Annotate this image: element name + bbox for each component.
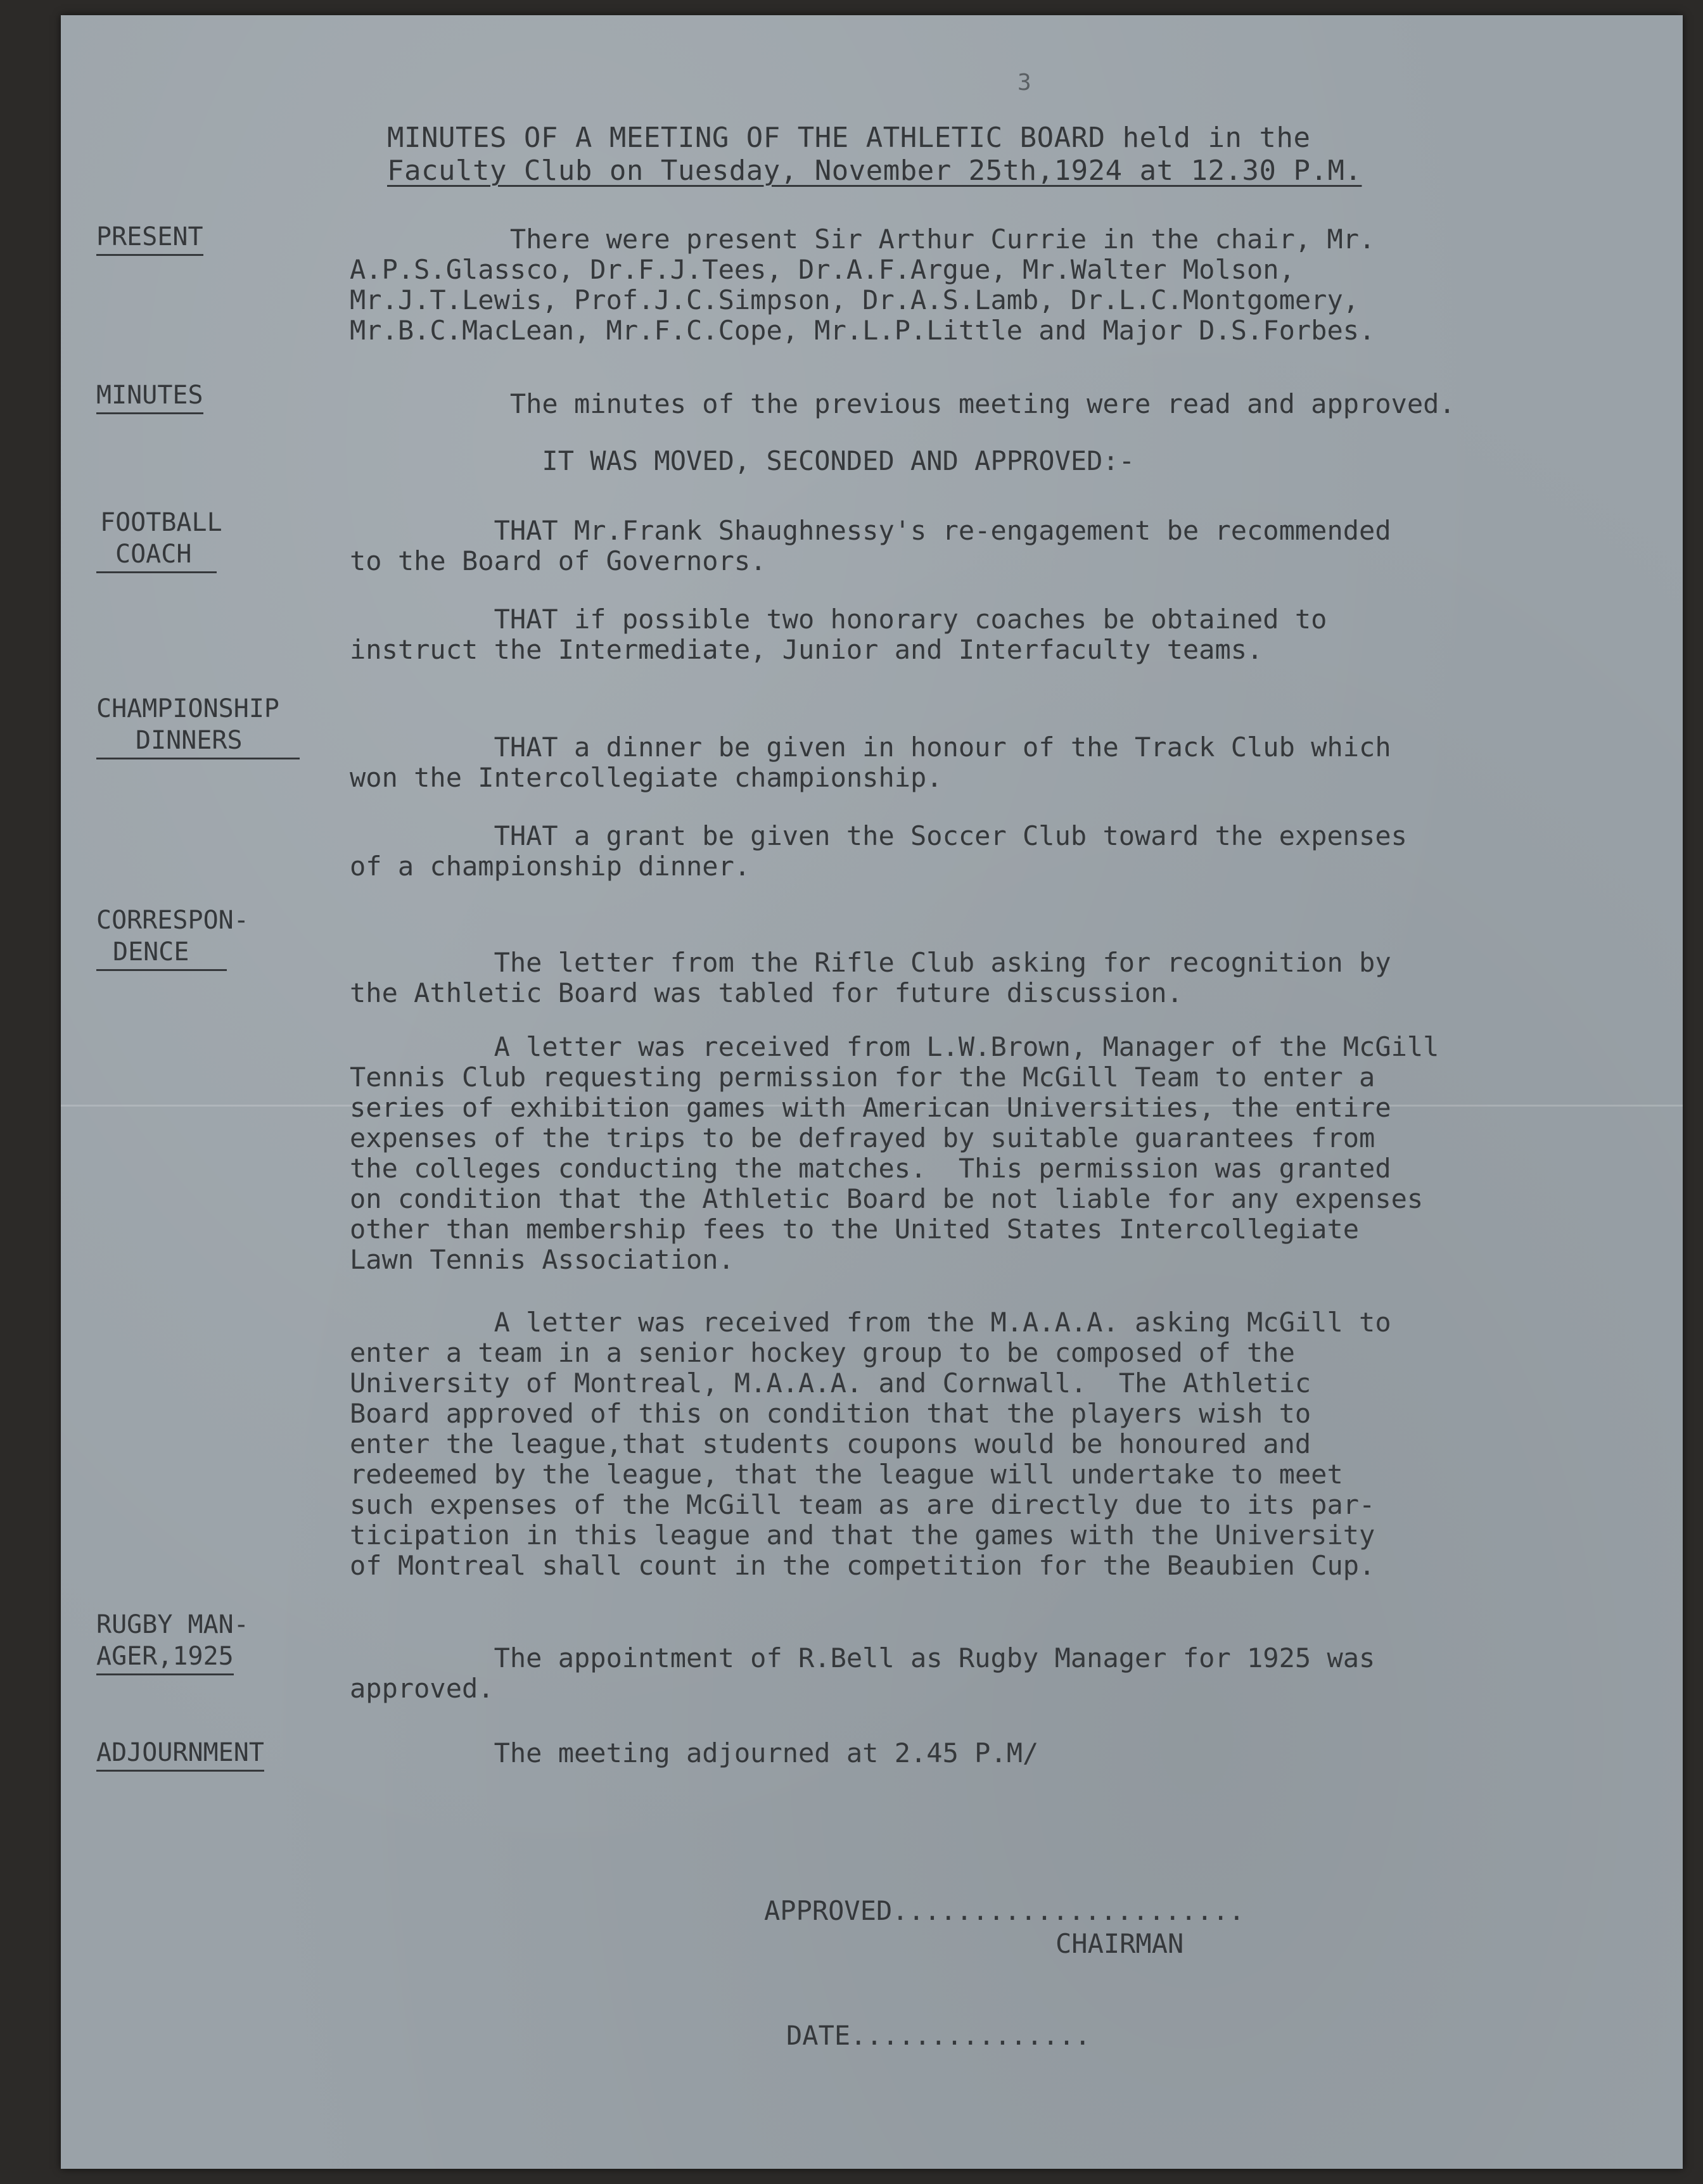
chairman-label: CHAIRMAN bbox=[1056, 1928, 1184, 1959]
side-heading-adjournment: ADJOURNMENT bbox=[96, 1737, 264, 1772]
document-page bbox=[61, 15, 1683, 2169]
paragraph-rugby-manager: The appointment of R.Bell as Rugby Manager for 1925 was approved. bbox=[350, 1642, 1375, 1704]
moved-statement: IT WAS MOVED, SECONDED AND APPROVED:- bbox=[350, 445, 1135, 476]
side-heading-football-coach: FOOTBALL COACH bbox=[96, 507, 222, 573]
paragraph-championship-2: THAT a grant be given the Soccer Club toward the expenses of a championship dinner. bbox=[350, 820, 1407, 882]
paragraph-correspondence-3: A letter was received from the M.A.A.A. asking McGill to enter a team in a senior hockey group to be composed of the University of Montreal, M.A.A.A. and Cornwall. The Athletic Board approved of this on condition that the players wish to enter the league,that students coupons would be honoured and redeemed by the league, that the league will undertake to meet such expenses of the McGill team as are directly due to its par- ticipation in this league and that the games with the University of Montreal shall count in the competition for the Beaubien Cup. bbox=[350, 1307, 1391, 1581]
paragraph-football-coach-2: THAT if possible two honorary coaches be obtained to instruct the Intermediate, Junior and Interfaculty teams. bbox=[350, 604, 1327, 665]
paragraph-championship-1: THAT a dinner be given in honour of the Track Club which won the Intercollegiate championship. bbox=[350, 732, 1391, 793]
side-heading-championship-dinners: CHAMPIONSHIP DINNERS bbox=[96, 693, 300, 759]
paragraph-football-coach-1: THAT Mr.Frank Shaughnessy's re-engagement be recommended to the Board of Governors. bbox=[350, 515, 1391, 576]
side-heading-present: PRESENT bbox=[96, 221, 203, 256]
paragraph-present: There were present Sir Arthur Currie in the chair, Mr. A.P.S.Glassco, Dr.F.J.Tees, Dr.A.F.Argue, Mr.Walter Molson, Mr.J.T.Lewis, Prof.J.C.Simpson, Dr.A.S.Lamb, Dr.L.C.Montgomery, Mr.B.C.MacLean, Mr.F.C.Cope, Mr.L.P.Little and Major D.S.Forbes. bbox=[350, 224, 1375, 346]
document-title-line-1: MINUTES OF A MEETING OF THE ATHLETIC BOARD held in the bbox=[387, 122, 1311, 154]
date-line: DATE............... bbox=[786, 2020, 1091, 2051]
document-title-line-2: Faculty Club on Tuesday, November 25th,1924 at 12.30 P.M. bbox=[387, 155, 1362, 187]
paragraph-correspondence-2: A letter was received from L.W.Brown, Manager of the McGill Tennis Club requesting permission for the McGill Team to enter a series of exhibition games with American Universities, the entire expenses of the trips to be defrayed by suitable guarantees from the colleges conducting the matches. This permission was granted on condition that the Athletic Board be not liable for any expenses other than membership fees to the United States Intercollegiate Lawn Tennis Association. bbox=[350, 1031, 1439, 1275]
paragraph-minutes: The minutes of the previous meeting were read and approved. bbox=[350, 388, 1455, 419]
page-mark: 3 bbox=[1017, 70, 1031, 96]
side-heading-rugby-manager: RUGBY MAN- AGER,1925 bbox=[96, 1609, 249, 1675]
side-heading-minutes: MINUTES bbox=[96, 379, 203, 414]
paragraph-correspondence-1: The letter from the Rifle Club asking for recognition by the Athletic Board was tabled for future discussion. bbox=[350, 947, 1391, 1008]
side-heading-correspondence: CORRESPON- DENCE bbox=[96, 905, 249, 971]
paragraph-adjournment: The meeting adjourned at 2.45 P.M/ bbox=[350, 1737, 1039, 1768]
approved-signature-line: APPROVED...................... bbox=[764, 1895, 1245, 1926]
